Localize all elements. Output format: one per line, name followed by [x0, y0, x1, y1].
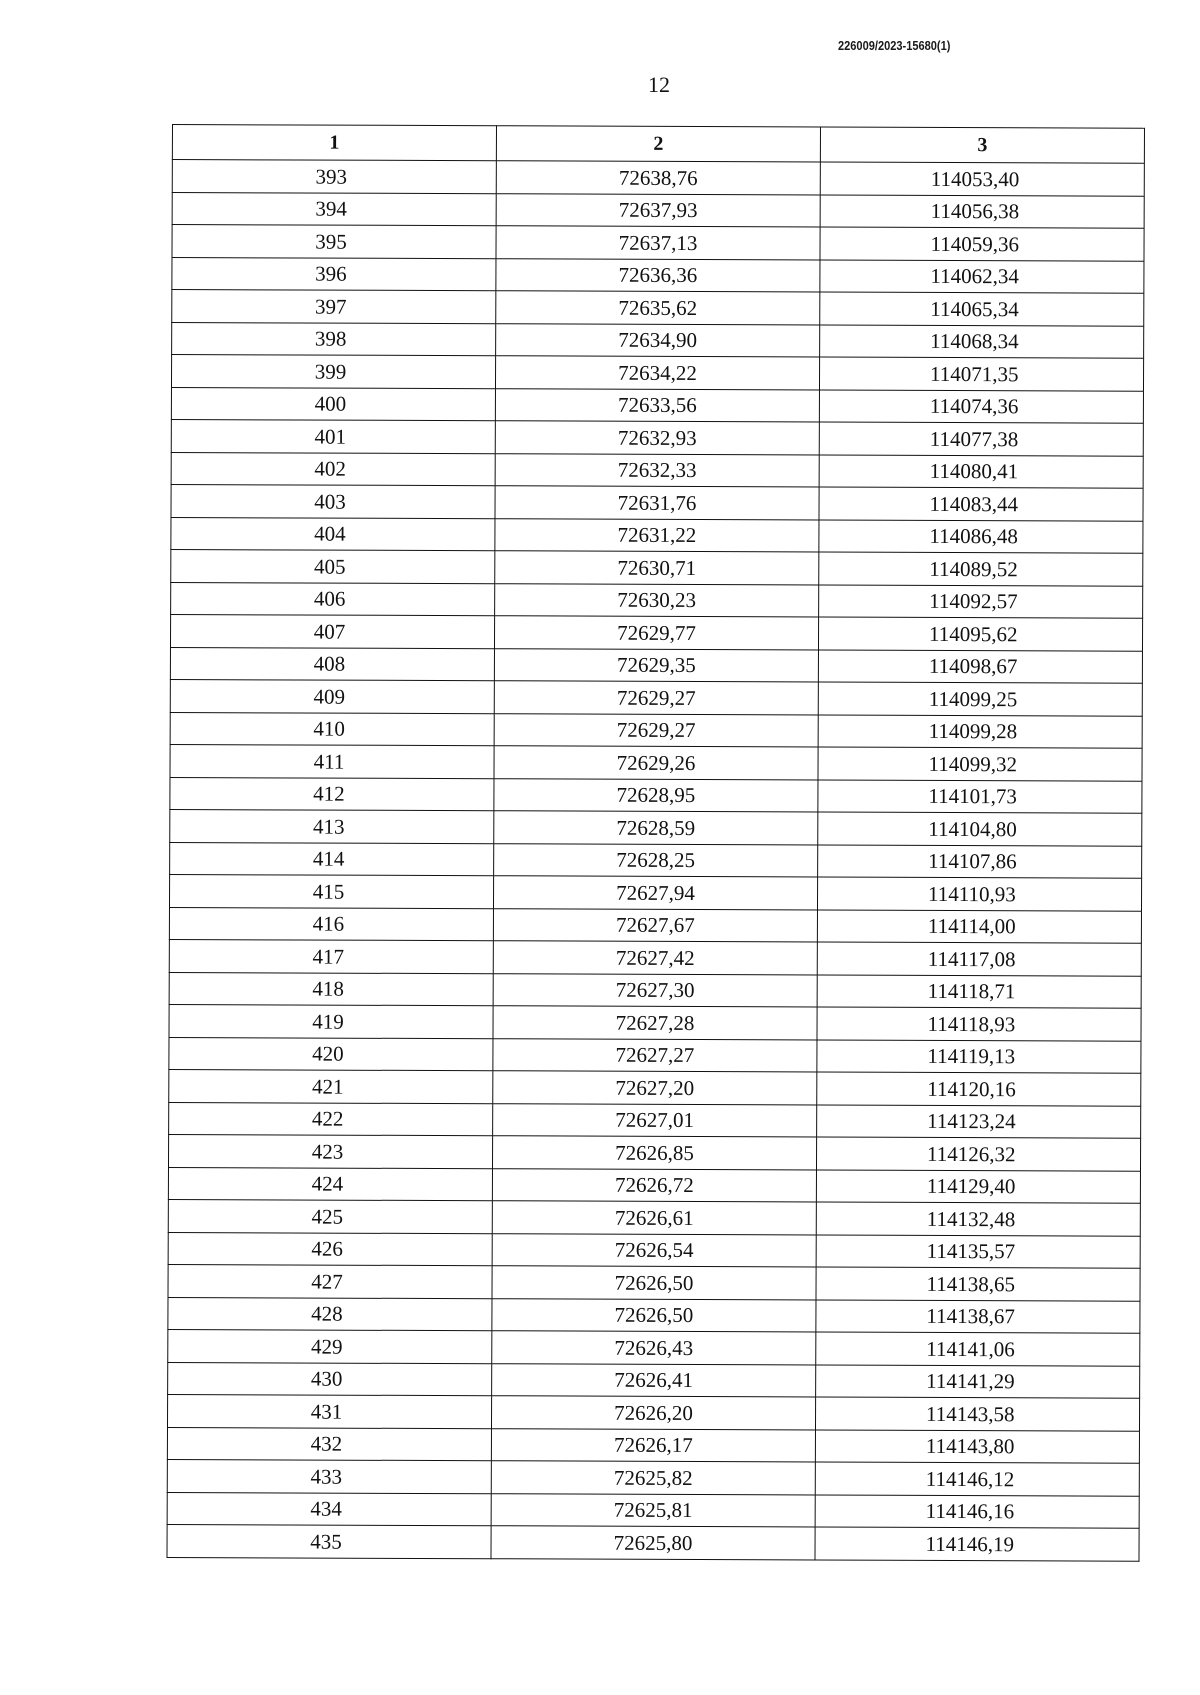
table-row [168, 1232, 1140, 1268]
x-coordinate-cell: 72628,95 [494, 778, 818, 812]
x-coordinate-cell: 72631,76 [495, 486, 819, 520]
column-header-2: 2 [496, 126, 820, 162]
table-row [171, 582, 1143, 618]
y-coordinate-cell: 114071,35 [819, 357, 1143, 391]
y-coordinate-cell: 114065,34 [820, 292, 1144, 326]
table-row [170, 647, 1142, 683]
x-coordinate-cell: 72629,77 [494, 616, 818, 650]
table-row [171, 452, 1143, 488]
y-coordinate-cell: 114110,93 [817, 877, 1141, 911]
point-number-cell: 421 [169, 1069, 493, 1103]
table-row [172, 225, 1144, 261]
y-coordinate-cell: 114099,28 [818, 714, 1142, 748]
point-number-cell: 419 [169, 1004, 493, 1038]
table-body [167, 160, 1144, 1561]
table-header-row [172, 125, 1144, 164]
x-coordinate-cell: 72630,23 [495, 583, 819, 617]
y-coordinate-cell: 114104,80 [818, 812, 1142, 846]
table-row [170, 809, 1142, 845]
table-row [172, 160, 1144, 196]
point-number-cell: 418 [169, 972, 493, 1006]
x-coordinate-cell: 72637,93 [496, 193, 820, 227]
table-row [170, 614, 1142, 650]
table-row [168, 1329, 1140, 1365]
point-number-cell: 404 [171, 517, 495, 551]
y-coordinate-cell: 114138,65 [816, 1267, 1140, 1301]
table-row [168, 1167, 1140, 1203]
table-row [167, 1524, 1139, 1560]
table-row [171, 517, 1143, 553]
x-coordinate-cell: 72638,76 [496, 161, 820, 195]
point-number-cell: 412 [170, 777, 494, 811]
y-coordinate-cell: 114089,52 [819, 552, 1143, 586]
table-row [169, 1004, 1141, 1040]
y-coordinate-cell: 114077,38 [819, 422, 1143, 456]
x-coordinate-cell: 72625,80 [491, 1526, 815, 1560]
point-number-cell: 406 [171, 582, 495, 616]
table-row [170, 777, 1142, 813]
table-row [169, 939, 1141, 975]
table-row [169, 972, 1141, 1008]
y-coordinate-cell: 114141,06 [816, 1332, 1140, 1366]
table-row [171, 355, 1143, 391]
point-number-cell: 396 [172, 257, 496, 291]
x-coordinate-cell: 72630,71 [495, 551, 819, 585]
x-coordinate-cell: 72627,01 [493, 1103, 817, 1137]
table-row [168, 1264, 1140, 1300]
y-coordinate-cell: 114080,41 [819, 454, 1143, 488]
x-coordinate-cell: 72625,81 [491, 1493, 815, 1527]
x-coordinate-cell: 72637,13 [496, 226, 820, 260]
point-number-cell: 426 [168, 1232, 492, 1266]
y-coordinate-cell: 114118,93 [817, 1007, 1141, 1041]
table-row [167, 1459, 1139, 1495]
x-coordinate-cell: 72627,42 [493, 941, 817, 975]
table-row [171, 484, 1143, 520]
y-coordinate-cell: 114118,71 [817, 974, 1141, 1008]
x-coordinate-cell: 72627,67 [493, 908, 817, 942]
x-coordinate-cell: 72628,59 [494, 811, 818, 845]
y-coordinate-cell: 114062,34 [820, 259, 1144, 293]
x-coordinate-cell: 72626,43 [492, 1331, 816, 1365]
x-coordinate-cell: 72632,93 [495, 421, 819, 455]
table-row [169, 907, 1141, 943]
point-number-cell: 415 [169, 874, 493, 908]
x-coordinate-cell: 72629,27 [494, 681, 818, 715]
x-coordinate-cell: 72634,22 [495, 356, 819, 390]
point-number-cell: 410 [170, 712, 494, 746]
y-coordinate-cell: 114141,29 [816, 1364, 1140, 1398]
y-coordinate-cell: 114143,80 [815, 1429, 1139, 1463]
x-coordinate-cell: 72626,17 [491, 1428, 815, 1462]
point-number-cell: 430 [168, 1362, 492, 1396]
document-id: 226009/2023-15680(1) [838, 38, 951, 53]
y-coordinate-cell: 114123,24 [817, 1104, 1141, 1138]
x-coordinate-cell: 72627,28 [493, 1006, 817, 1040]
point-number-cell: 417 [169, 939, 493, 973]
x-coordinate-cell: 72634,90 [496, 323, 820, 357]
x-coordinate-cell: 72626,61 [492, 1201, 816, 1235]
point-number-cell: 428 [168, 1297, 492, 1331]
y-coordinate-cell: 114074,36 [819, 389, 1143, 423]
y-coordinate-cell: 114146,16 [815, 1494, 1139, 1528]
point-number-cell: 413 [170, 809, 494, 843]
point-number-cell: 402 [171, 452, 495, 486]
y-coordinate-cell: 114101,73 [818, 779, 1142, 813]
y-coordinate-cell: 114107,86 [818, 844, 1142, 878]
y-coordinate-cell: 114098,67 [818, 649, 1142, 683]
y-coordinate-cell: 114117,08 [817, 942, 1141, 976]
y-coordinate-cell: 114056,38 [820, 194, 1144, 228]
table-row [168, 1297, 1140, 1333]
x-coordinate-cell: 72631,22 [495, 518, 819, 552]
table-row [171, 419, 1143, 455]
point-number-cell: 429 [168, 1329, 492, 1363]
table-row [169, 1069, 1141, 1105]
x-coordinate-cell: 72633,56 [495, 388, 819, 422]
table-row [168, 1199, 1140, 1235]
table-row [169, 1037, 1141, 1073]
point-number-cell: 411 [170, 744, 494, 778]
point-number-cell: 407 [170, 614, 494, 648]
point-number-cell: 395 [172, 225, 496, 259]
x-coordinate-cell: 72626,20 [491, 1396, 815, 1430]
column-header-1: 1 [172, 125, 496, 161]
point-number-cell: 434 [167, 1492, 491, 1526]
x-coordinate-cell: 72629,26 [494, 746, 818, 780]
point-number-cell: 394 [172, 192, 496, 226]
y-coordinate-cell: 114059,36 [820, 227, 1144, 261]
x-coordinate-cell: 72626,50 [492, 1266, 816, 1300]
x-coordinate-cell: 72627,27 [493, 1038, 817, 1072]
point-number-cell: 416 [169, 907, 493, 941]
table-row [169, 1102, 1141, 1138]
x-coordinate-cell: 72626,54 [492, 1233, 816, 1267]
table-row [172, 257, 1144, 293]
point-number-cell: 435 [167, 1524, 491, 1558]
y-coordinate-cell: 114114,00 [817, 909, 1141, 943]
point-number-cell: 433 [167, 1459, 491, 1493]
point-number-cell: 425 [168, 1199, 492, 1233]
table-row [172, 192, 1144, 228]
point-number-cell: 431 [167, 1394, 491, 1428]
table-row [168, 1134, 1140, 1170]
x-coordinate-cell: 72629,27 [494, 713, 818, 747]
x-coordinate-cell: 72632,33 [495, 453, 819, 487]
table-row [170, 712, 1142, 748]
y-coordinate-cell: 114086,48 [819, 519, 1143, 553]
point-number-cell: 414 [170, 842, 494, 876]
table-row [167, 1492, 1139, 1528]
table-row [171, 549, 1143, 585]
y-coordinate-cell: 114099,32 [818, 747, 1142, 781]
x-coordinate-cell: 72626,41 [492, 1363, 816, 1397]
table-row [168, 1362, 1140, 1398]
table-row [170, 744, 1142, 780]
point-number-cell: 393 [172, 160, 496, 194]
point-number-cell: 400 [171, 387, 495, 421]
y-coordinate-cell: 114053,40 [820, 162, 1144, 196]
point-number-cell: 398 [172, 322, 496, 356]
y-coordinate-cell: 114126,32 [816, 1137, 1140, 1171]
y-coordinate-cell: 114129,40 [816, 1169, 1140, 1203]
table-row [167, 1394, 1139, 1430]
table-row [167, 1427, 1139, 1463]
x-coordinate-cell: 72627,30 [493, 973, 817, 1007]
point-number-cell: 427 [168, 1264, 492, 1298]
table-row [172, 290, 1144, 326]
table-row [172, 322, 1144, 358]
point-number-cell: 423 [168, 1134, 492, 1168]
y-coordinate-cell: 114092,57 [819, 584, 1143, 618]
table-row [170, 842, 1142, 878]
x-coordinate-cell: 72626,72 [492, 1168, 816, 1202]
y-coordinate-cell: 114138,67 [816, 1299, 1140, 1333]
x-coordinate-cell: 72628,25 [494, 843, 818, 877]
x-coordinate-cell: 72625,82 [491, 1461, 815, 1495]
point-number-cell: 397 [172, 290, 496, 324]
point-number-cell: 420 [169, 1037, 493, 1071]
point-number-cell: 403 [171, 484, 495, 518]
point-number-cell: 422 [169, 1102, 493, 1136]
point-number-cell: 401 [171, 419, 495, 453]
y-coordinate-cell: 114146,12 [815, 1462, 1139, 1496]
x-coordinate-cell: 72635,62 [496, 291, 820, 325]
y-coordinate-cell: 114068,34 [820, 324, 1144, 358]
y-coordinate-cell: 114083,44 [819, 487, 1143, 521]
y-coordinate-cell: 114099,25 [818, 682, 1142, 716]
y-coordinate-cell: 114143,58 [815, 1397, 1139, 1431]
point-number-cell: 424 [168, 1167, 492, 1201]
point-number-cell: 409 [170, 679, 494, 713]
table-row [170, 679, 1142, 715]
y-coordinate-cell: 114146,19 [815, 1527, 1139, 1561]
table-header [172, 125, 1144, 164]
point-number-cell: 432 [167, 1427, 491, 1461]
table-row [169, 874, 1141, 910]
x-coordinate-cell: 72626,50 [492, 1298, 816, 1332]
x-coordinate-cell: 72626,85 [492, 1136, 816, 1170]
table-row [171, 387, 1143, 423]
column-header-3: 3 [820, 127, 1144, 163]
x-coordinate-cell: 72629,35 [494, 648, 818, 682]
y-coordinate-cell: 114095,62 [818, 617, 1142, 651]
point-number-cell: 408 [170, 647, 494, 681]
y-coordinate-cell: 114135,57 [816, 1234, 1140, 1268]
page-number: 12 [648, 72, 670, 97]
y-coordinate-cell: 114120,16 [817, 1072, 1141, 1106]
x-coordinate-cell: 72636,36 [496, 258, 820, 292]
coordinates-table [166, 124, 1144, 1561]
y-coordinate-cell: 114132,48 [816, 1202, 1140, 1236]
x-coordinate-cell: 72627,94 [493, 876, 817, 910]
point-number-cell: 405 [171, 549, 495, 583]
x-coordinate-cell: 72627,20 [493, 1071, 817, 1105]
point-number-cell: 399 [171, 355, 495, 389]
y-coordinate-cell: 114119,13 [817, 1039, 1141, 1073]
